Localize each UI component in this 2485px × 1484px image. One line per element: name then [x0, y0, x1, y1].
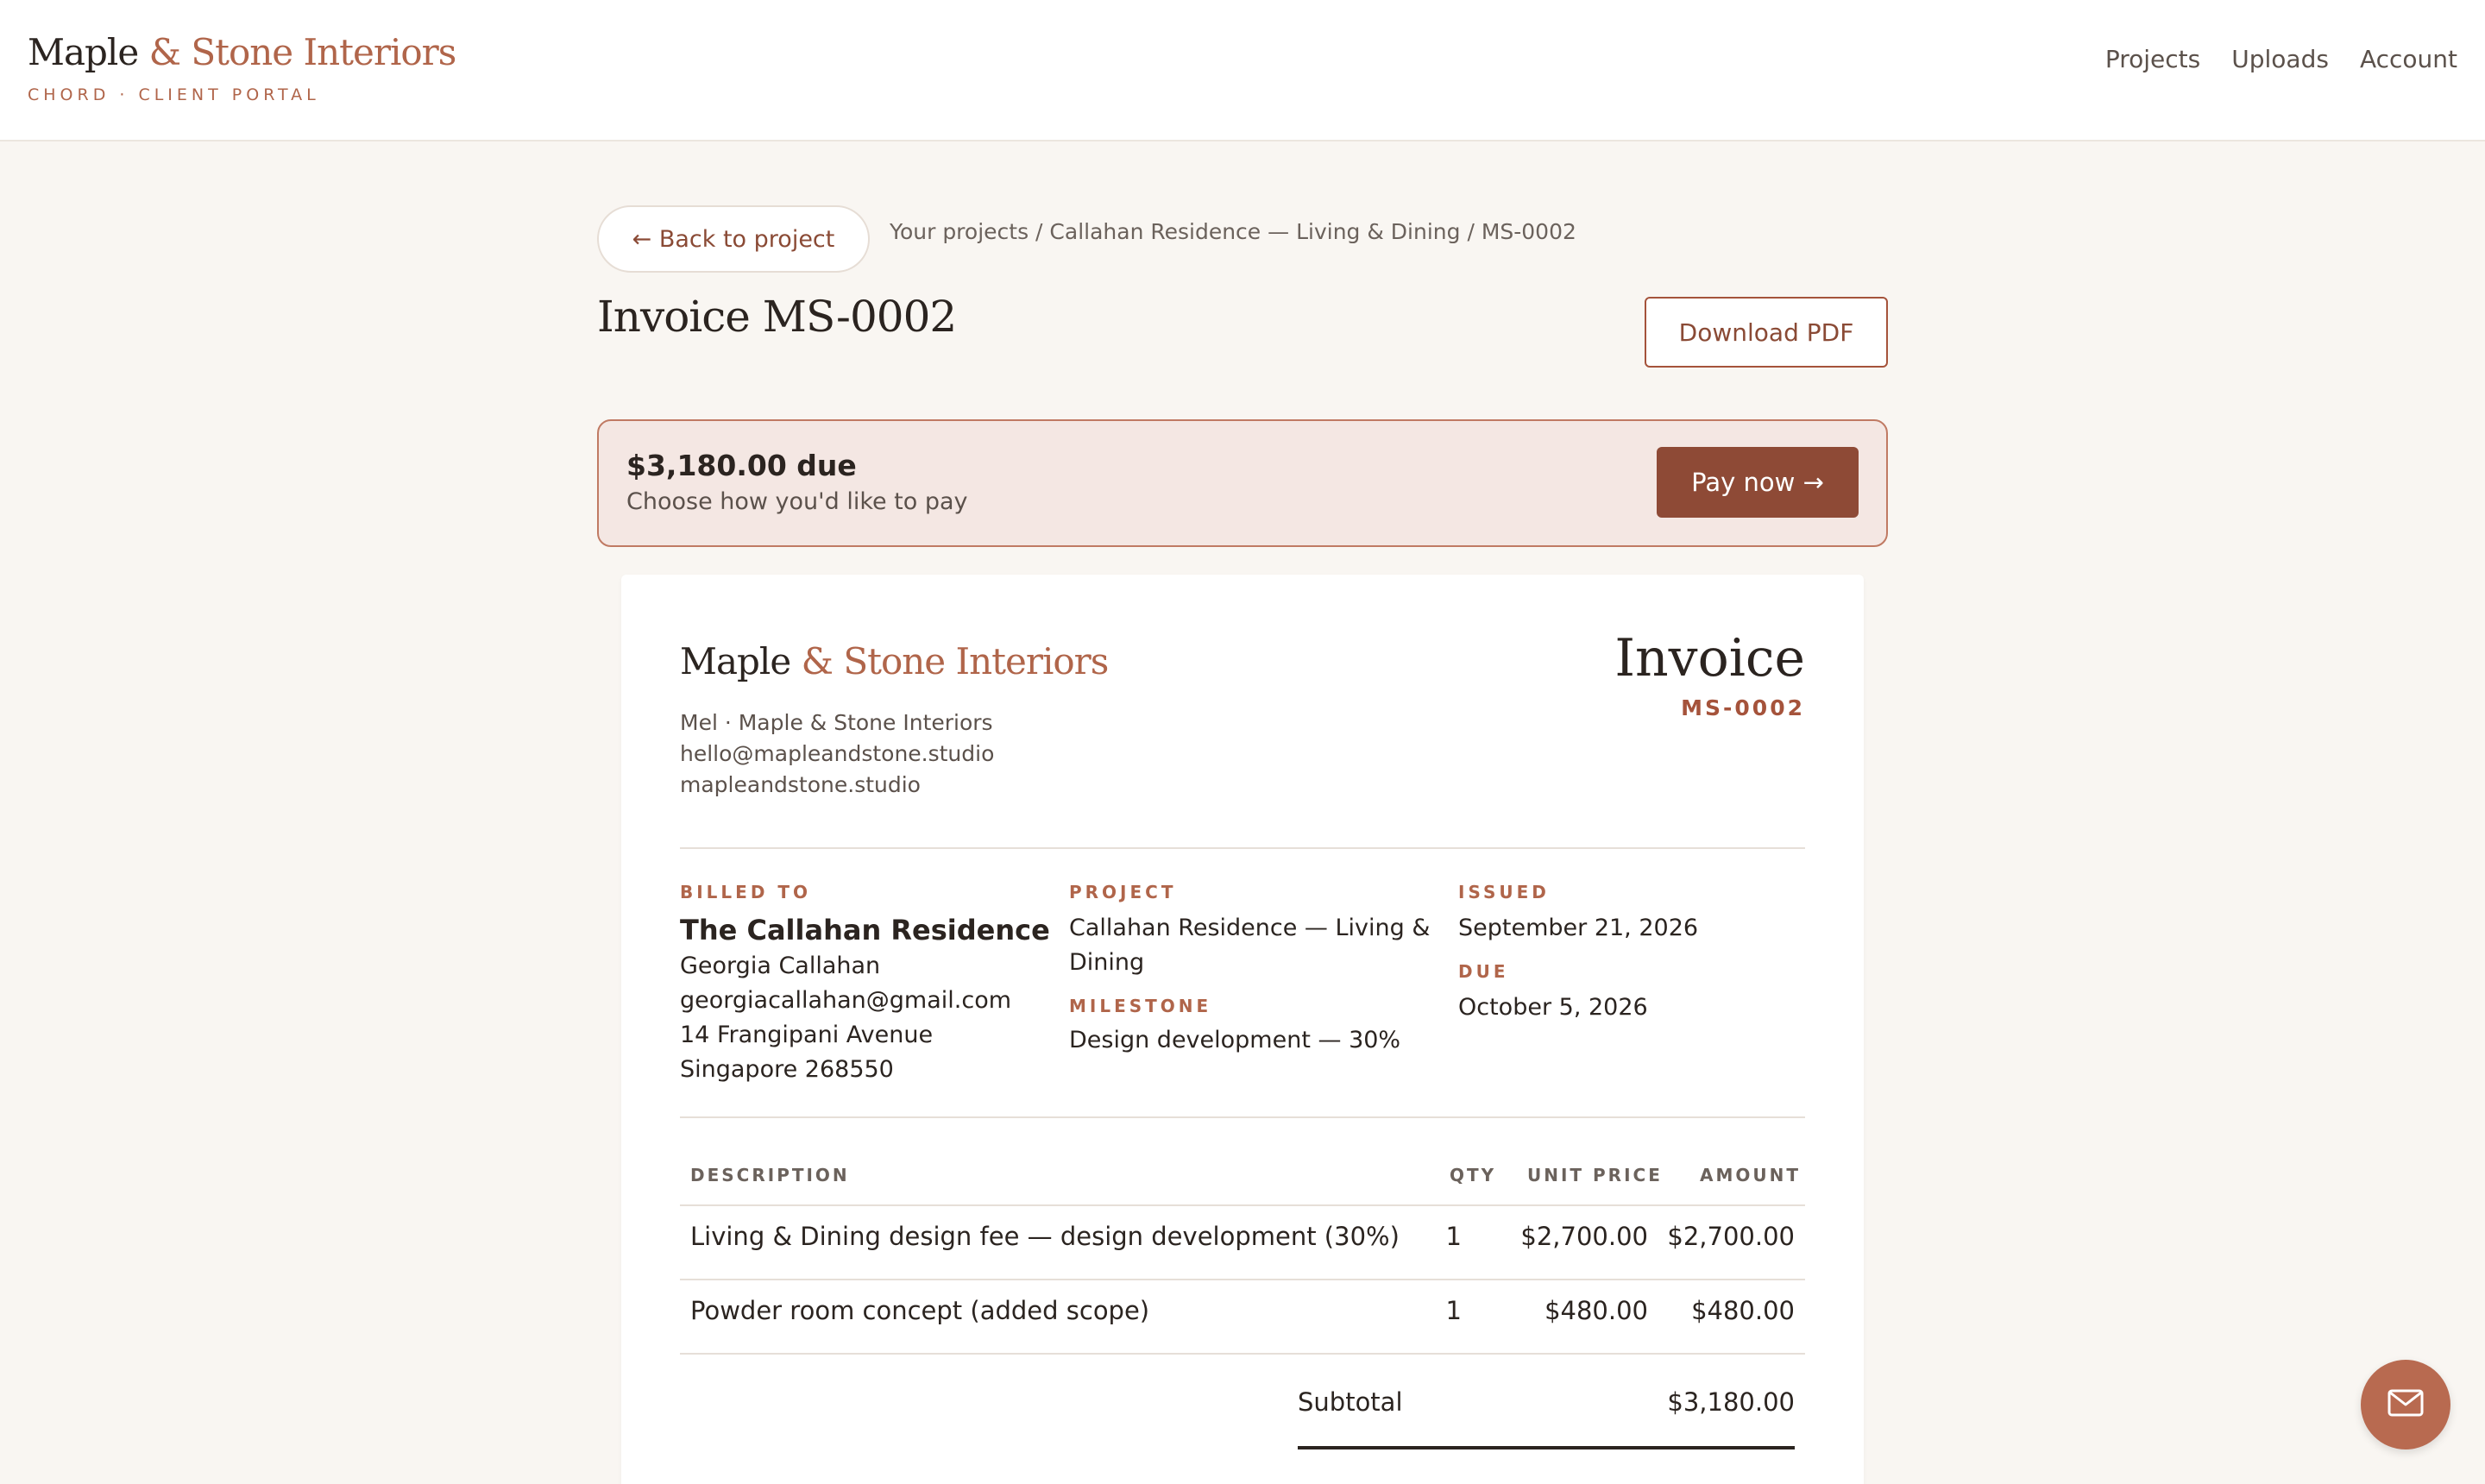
row-unit-price: $480.00: [1544, 1296, 1648, 1325]
payment-prompt: Choose how you'd like to pay: [626, 488, 968, 515]
back-to-project-button[interactable]: ← Back to project: [597, 205, 870, 273]
pay-now-button[interactable]: Pay now →: [1657, 447, 1859, 518]
column-header-qty: QTY: [1450, 1165, 1497, 1185]
page-title: Invoice MS-0002: [597, 292, 957, 342]
table-divider: [680, 1204, 1805, 1206]
subtotal-label: Subtotal: [1298, 1387, 1403, 1417]
billed-to-label: BILLED TO: [680, 882, 812, 902]
studio-contact-name: Mel · Maple & Stone Interiors: [680, 710, 993, 735]
billed-to-street: 14 Frangipani Avenue: [680, 1022, 934, 1048]
column-header-description: DESCRIPTION: [690, 1165, 850, 1185]
row-unit-price: $2,700.00: [1520, 1222, 1648, 1251]
billed-to-email: georgiacallahan@gmail.com: [680, 987, 1012, 1014]
row-amount: $2,700.00: [1667, 1222, 1795, 1251]
brand-name-accent: & Stone Interiors: [148, 31, 456, 73]
issued-label: ISSUED: [1458, 882, 1550, 902]
subtotal-value: $3,180.00: [1667, 1387, 1795, 1417]
invoice-brand-accent: & Stone Interiors: [801, 640, 1109, 682]
billed-to-name: The Callahan Residence: [680, 914, 1050, 946]
project-name-line-1: Callahan Residence — Living &: [1069, 915, 1431, 941]
billed-to-city: Singapore 268550: [680, 1056, 894, 1083]
download-pdf-button[interactable]: Download PDF: [1645, 297, 1888, 368]
row-description: Living & Dining design fee — design development (30%): [690, 1222, 1400, 1251]
column-header-amount: AMOUNT: [1700, 1165, 1802, 1185]
studio-contact-website: mapleandstone.studio: [680, 772, 921, 797]
invoice-card: [621, 575, 1864, 1484]
milestone-value: Design development — 30%: [1069, 1027, 1401, 1053]
table-divider: [680, 1279, 1805, 1280]
column-header-unit-price: UNIT PRICE: [1527, 1165, 1663, 1185]
brand-name-main: Maple: [28, 31, 139, 73]
invoice-heading: Invoice: [1614, 628, 1805, 689]
row-qty: 1: [1445, 1296, 1462, 1325]
total-divider: [1298, 1446, 1795, 1449]
divider: [680, 847, 1805, 849]
mail-icon: [2387, 1389, 2424, 1420]
project-name-line-2: Dining: [1069, 949, 1145, 976]
brand-subtitle: CHORD · CLIENT PORTAL: [28, 85, 320, 104]
main-nav: [2105, 45, 2457, 73]
row-amount: $480.00: [1691, 1296, 1795, 1325]
invoice-number: MS-0002: [1681, 695, 1805, 720]
project-label: PROJECT: [1069, 882, 1177, 902]
brand-logo[interactable]: [28, 31, 456, 104]
studio-contact-email: hello@mapleandstone.studio: [680, 741, 995, 766]
milestone-label: MILESTONE: [1069, 996, 1212, 1016]
row-description: Powder room concept (added scope): [690, 1296, 1150, 1325]
due-date: October 5, 2026: [1458, 994, 1648, 1021]
nav-uploads[interactable]: Uploads: [2231, 45, 2329, 73]
invoice-brand-main: Maple: [680, 640, 791, 682]
brand-name: [28, 31, 456, 73]
top-bar: [0, 0, 2485, 141]
message-button[interactable]: [2361, 1360, 2450, 1449]
amount-due-banner: [597, 419, 1888, 547]
dates-section: [1458, 882, 1698, 1025]
row-qty: 1: [1445, 1222, 1462, 1251]
breadcrumb[interactable]: Your projects / Callahan Residence — Living & Dining / MS-0002: [890, 219, 1576, 244]
project-section: [1069, 882, 1430, 1058]
amount-due: $3,180.00 due: [626, 449, 857, 482]
billed-to-section: [680, 882, 1050, 1087]
invoice-brand: [680, 640, 1108, 682]
billed-to-contact: Georgia Callahan: [680, 953, 881, 979]
due-label: DUE: [1458, 961, 1509, 982]
studio-contact: [680, 707, 994, 801]
table-divider: [680, 1353, 1805, 1355]
nav-projects[interactable]: Projects: [2104, 45, 2201, 73]
nav-account[interactable]: Account: [2359, 45, 2457, 73]
issued-date: September 21, 2026: [1458, 915, 1699, 941]
divider: [680, 1116, 1805, 1118]
